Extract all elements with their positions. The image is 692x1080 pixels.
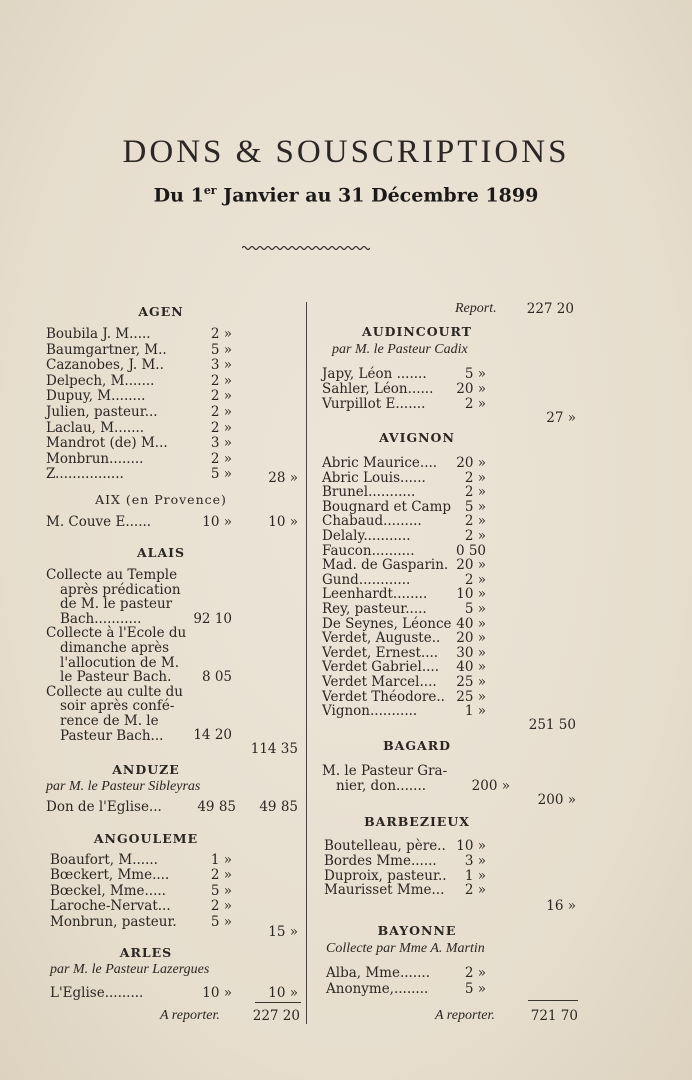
donor-name: Leenhardt........ [322,586,428,603]
donor-amount: 5 » [464,366,486,382]
section-heading: BARBEZIEUX [364,814,470,829]
ornament-divider [242,244,370,252]
section-subheading: par M. le Pasteur Lazergues [50,962,210,977]
section-total: 27 » [546,410,576,426]
donor-name: Gund............ [322,571,411,588]
donor-amount: 20 » [456,381,486,397]
section-heading: ARLES [119,945,173,960]
donor-amount: 3 » [210,357,232,374]
alais-line: Collecte au culte du [46,683,183,700]
donor-name: Brunel........... [322,484,416,501]
alais-line: Bach........... [60,610,142,627]
donor-name: Vignon........... [322,703,418,720]
alais-line: rence de M. le [60,713,159,729]
donor-name: Bœckel, Mme..... [50,882,166,899]
donor-name: Bordes Mme...... [324,852,437,869]
section-total: 114 35 [250,741,298,757]
total-rule [255,1002,301,1003]
donor-name: Verdet, Ernest.... [322,644,439,661]
donor-amount: 40 » [456,615,486,632]
carry-forward-label: A reporter. [160,1008,220,1023]
section-heading: AGEN [138,304,184,319]
donor-name: Anonyme,........ [326,980,429,997]
donor-amount: 10 » [456,838,486,854]
donor-amount: 20 » [456,630,486,647]
donor-amount: 0 50 [455,542,486,559]
donor-amount: 20 » [456,557,486,574]
donor-name: Delaly........... [322,528,411,544]
donor-name: Verdet Théodore.. [322,688,445,705]
section-heading: ALAIS [136,545,186,560]
donor-name: Bœckert, Mme.... [50,867,170,884]
section-subheading: Collecte par Mme A. Martin [326,941,485,956]
donor-amount: 3 » [210,435,232,452]
donor-name: Sahler, Léon...... [322,381,434,397]
alais-line: Pasteur Bach... [60,727,164,744]
donor-name: Monbrun, pasteur. [50,913,177,930]
donor-amount: 5 » [210,466,232,483]
donor-name: Cazanobes, J. M.. [46,357,164,374]
section-heading: BAYONNE [377,923,457,938]
section-heading: ANGOULEME [93,831,199,846]
donor-name: Z................ [46,466,124,483]
donor-amount: 2 » [210,867,232,884]
donor-amount: 2 » [464,965,486,981]
section-total: 28 » [268,470,298,486]
donor-amount: 14 20 [193,727,232,743]
donor-name: Bougnard et Camp [322,498,452,515]
donor-amount: 2 » [210,326,232,342]
section-total: 251 50 [528,717,576,733]
donor-name: Julien, pasteur... [46,404,158,420]
donor-amount: 25 » [456,688,486,705]
donor-amount: 10 » [202,985,232,1001]
carry-forward-value: 227 20 [252,1008,300,1024]
section-total: 16 » [546,898,576,914]
carry-forward-value: 721 70 [530,1008,578,1024]
donor-name: Monbrun........ [46,450,144,467]
donor-amount: 2 » [210,419,232,436]
donor-amount: 25 » [456,674,486,690]
donor-name: Mandrot (de) M... [46,435,168,452]
donor-name: Vurpillot E....... [322,396,426,412]
section-total: 15 » [268,924,298,940]
report-label: Report. [455,301,497,316]
donor-name: Don de l'Eglise... [46,799,162,815]
donor-amount: 2 » [464,484,486,501]
section-subheading: par M. le Pasteur Cadix [332,342,468,357]
donor-name: Verdet Marcel.... [322,674,437,690]
donor-amount: 2 » [210,898,232,915]
donor-amount: 92 10 [193,611,232,627]
donor-amount: 2 » [210,404,232,420]
donor-amount: 2 » [464,469,486,486]
donor-name: Boubila J. M..... [46,326,151,342]
donor-amount: 5 » [464,498,486,515]
donor-name: M. le Pasteur Gra- [322,763,448,779]
section-heading: AUDINCOURT [362,324,472,339]
donor-amount: 5 » [464,601,486,617]
donor-amount: 2 » [464,882,486,899]
section-total: 10 » [268,985,298,1001]
column-divider [306,302,307,1024]
donor-name: De Seynes, Léonce [322,615,452,632]
donor-name: Abric Maurice.... [322,455,438,471]
total-rule [528,1000,578,1001]
donor-name: Baumgartner, M.. [46,341,167,358]
section-heading: AVIGNON [379,430,455,445]
section-total: 49 85 [259,799,298,815]
section-subheading: par M. le Pasteur Sibleyras [46,779,201,794]
donor-amount: 1 » [464,703,486,720]
donor-amount: 2 » [464,528,486,544]
donor-name: Delpech, M....... [46,372,155,389]
subtitle-part-2: Janvier au 31 Décembre 1899 [216,184,539,207]
donor-amount: 40 » [456,659,486,676]
donor-name: Japy, Léon ....... [322,366,427,382]
section-total: 10 » [268,514,298,530]
alais-line: Collecte au Temple [46,567,178,583]
alais-line: le Pasteur Bach. [60,669,172,686]
donor-amount: 10 » [456,586,486,603]
donor-name: M. Couve E...... [46,514,152,530]
alais-line: dimanche après [60,640,170,656]
donor-name: Chabaud......... [322,513,422,530]
donor-amount: 3 » [464,852,486,869]
donor-amount: 10 » [202,514,232,530]
donor-amount: 2 » [464,513,486,530]
donor-amount: 200 » [471,778,510,794]
report-value: 227 20 [526,301,574,317]
section-heading: ANDUZE [112,762,180,777]
donor-name: Verdet, Auguste.. [322,630,441,647]
donor-amount: 2 » [464,396,486,412]
donor-name: L'Eglise......... [50,985,144,1001]
section-total: 200 » [537,792,576,808]
donor-amount: 5 » [210,341,232,358]
donor-amount: 1 » [210,852,232,868]
carry-forward-label: A reporter. [435,1008,495,1023]
alais-line: l'allocution de M. [60,654,179,671]
page-title: DONS & SOUSCRIPTIONS [122,134,570,170]
donor-name: nier, don....... [336,778,427,794]
donor-name: Boaufort, M...... [50,852,158,868]
subtitle-sup: er [203,184,217,197]
donor-amount: 5 » [464,980,486,997]
donor-amount: 20 » [456,455,486,471]
section-heading: AIX (en Provence) [95,492,227,507]
donor-amount: 30 » [456,644,486,661]
donor-amount: 2 » [210,450,232,467]
donor-amount: 5 » [210,913,232,930]
donor-name: Alba, Mme....... [326,965,430,981]
alais-line: après prédication [60,581,181,598]
donor-amount: 2 » [210,388,232,405]
donor-amount: 49 85 [197,799,236,815]
donor-name: Maurisset Mme... [324,882,445,899]
donor-name: Abric Louis...... [322,469,426,486]
donor-amount: 2 » [210,372,232,389]
donor-amount: 1 » [464,867,486,884]
donor-name: Mad. de Gasparin. [322,557,449,574]
section-heading: BAGARD [383,738,451,753]
donor-name: Rey, pasteur..... [322,601,427,617]
donor-name: Duproix, pasteur.. [324,867,447,884]
donor-name: Boutelleau, père.. [324,838,446,854]
alais-line: de M. le pasteur [60,596,173,613]
donor-amount: 2 » [464,571,486,588]
alais-line: Collecte à l'Ecole du [46,625,187,642]
alais-line: soir après confé- [60,698,175,715]
page-subtitle [0,184,692,206]
donor-name: Laroche-Nervat... [50,898,171,915]
subtitle-part: Du 1 [153,184,204,207]
donor-amount: 5 » [210,882,232,899]
donor-name: Faucon.......... [322,542,415,559]
donor-name: Verdet Gabriel.... [322,659,440,676]
donor-name: Laclau, M....... [46,419,145,436]
donor-amount: 8 05 [201,669,232,685]
donor-name: Dupuy, M........ [46,388,146,405]
